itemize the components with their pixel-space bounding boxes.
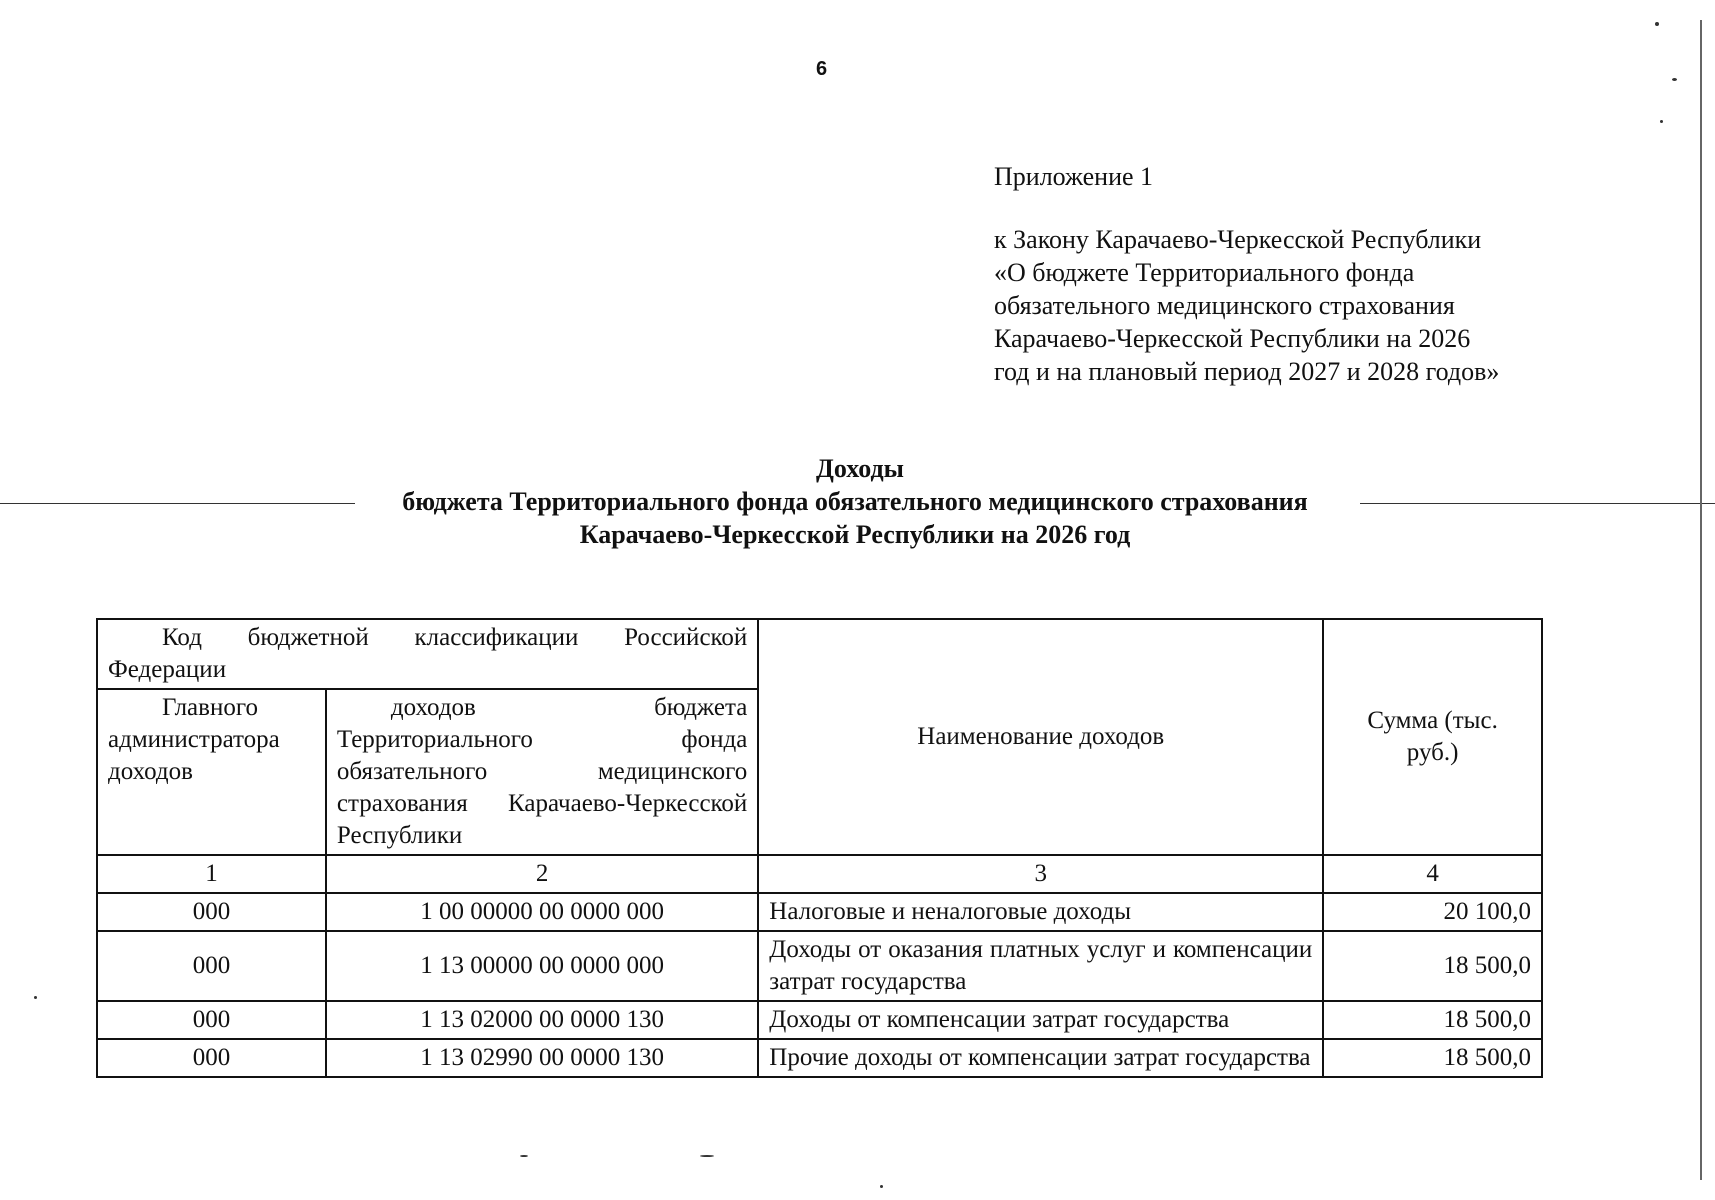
column-number: 3 [758, 855, 1323, 893]
cell-admin-code: 000 [97, 1039, 326, 1077]
cell-sum: 20 100,0 [1323, 893, 1542, 931]
header-income-name: Наименование доходов [758, 619, 1323, 855]
appendix-line: обязательного медицинского страхования [994, 291, 1455, 320]
cell-income-name: Прочие доходы от компенсации затрат государства [758, 1039, 1323, 1077]
cell-income-code: 1 13 02990 00 0000 130 [326, 1039, 758, 1077]
header-admin: Главного администратора доходов [97, 689, 326, 855]
appendix-gap [994, 193, 1499, 223]
cell-income-code: 1 00 00000 00 0000 000 [326, 893, 758, 931]
scan-speck [520, 1155, 528, 1157]
cell-admin-code: 000 [97, 893, 326, 931]
cell-income-code: 1 13 02000 00 0000 130 [326, 1001, 758, 1039]
cell-admin-code: 000 [97, 931, 326, 1001]
cell-income-code: 1 13 00000 00 0000 000 [326, 931, 758, 1001]
heading-line: Карачаево-Черкесской Республики на 2026 год [579, 520, 1131, 549]
table-header-row [97, 619, 1542, 689]
heading-line: бюджета Территориального фонда обязательного медицинского страхования [402, 487, 1308, 516]
appendix-block [994, 160, 1499, 388]
scan-speck [1655, 22, 1659, 26]
header-income-code: доходов бюджета Территориального фонда обязательного медицинского страхования Карачаево-Черкесской Республики [326, 689, 758, 855]
table-row [97, 1001, 1542, 1039]
document-heading [100, 452, 1610, 551]
heading-line: Доходы [816, 454, 904, 483]
table-row [97, 1039, 1542, 1077]
page-number: 6 [816, 58, 828, 80]
scan-speck [700, 1155, 714, 1157]
column-number: 2 [326, 855, 758, 893]
column-number-row [97, 855, 1542, 893]
appendix-line: к Закону Карачаево-Черкесской Республики [994, 225, 1482, 254]
appendix-title: Приложение 1 [994, 162, 1154, 191]
appendix-line: Карачаево-Черкесской Республики на 2026 [994, 324, 1471, 353]
table-row [97, 893, 1542, 931]
column-number: 1 [97, 855, 326, 893]
cell-admin-code: 000 [97, 1001, 326, 1039]
cell-income-name: Доходы от компенсации затрат государства [758, 1001, 1323, 1039]
appendix-line: «О бюджете Территориального фонда [994, 258, 1415, 287]
scan-speck [880, 1185, 883, 1188]
cell-sum: 18 500,0 [1323, 1039, 1542, 1077]
cell-sum: 18 500,0 [1323, 931, 1542, 1001]
income-table [96, 618, 1543, 1078]
scan-speck [1672, 78, 1677, 81]
scan-speck [1660, 120, 1663, 123]
appendix-line: год и на плановый период 2027 и 2028 годов» [994, 357, 1500, 386]
cell-income-name: Налоговые и неналоговые доходы [758, 893, 1323, 931]
scan-speck [34, 996, 37, 999]
table-row [97, 931, 1542, 1001]
cell-sum: 18 500,0 [1323, 1001, 1542, 1039]
header-classification: Код бюджетной классификации Российской Федерации [97, 619, 758, 689]
header-sum: Сумма (тыс. руб.) [1323, 619, 1542, 855]
column-number: 4 [1323, 855, 1542, 893]
cell-income-name: Доходы от оказания платных услуг и компенсации затрат государства [758, 931, 1323, 1001]
scan-edge-line [1700, 20, 1702, 1180]
